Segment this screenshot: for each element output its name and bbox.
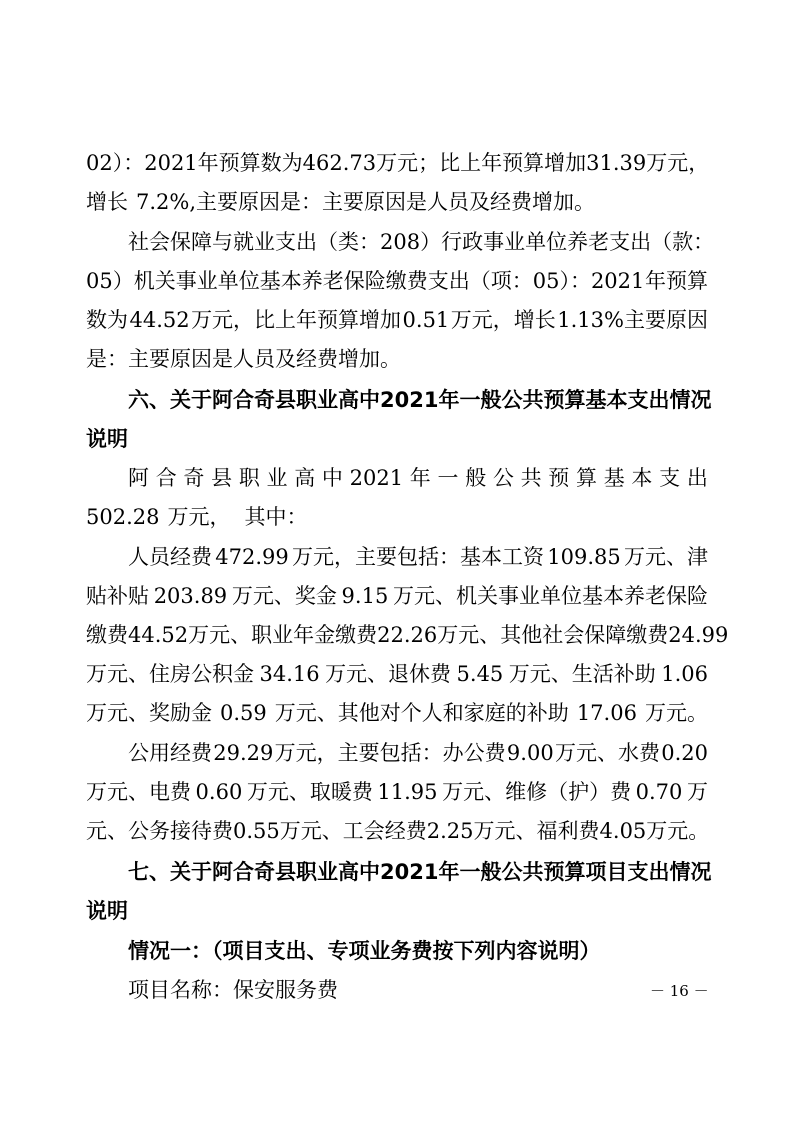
text-segment: 预	[548, 466, 570, 490]
text-segment: 1.13%主要原因	[557, 308, 708, 332]
text-segment: 22.26	[377, 623, 438, 647]
text-segment: 年预算数为	[197, 151, 303, 175]
text-segment: 02）：2021	[86, 151, 198, 175]
text-line	[86, 300, 708, 340]
text-segment: 公	[492, 466, 514, 490]
text-segment: 4.05	[599, 819, 647, 843]
text-segment: 业	[266, 466, 288, 490]
heading-segment: 六、关于阿合奇县职业高中	[128, 388, 380, 412]
section-heading-6-cont	[86, 419, 708, 459]
text-segment: 万元、电费	[86, 780, 191, 804]
text-line	[86, 615, 729, 655]
text-segment: 万元；比上年预算增加	[376, 151, 587, 175]
text-line	[128, 733, 708, 773]
text-segment: 万元。	[644, 701, 708, 725]
text-line	[86, 811, 708, 851]
text-segment: 基	[603, 466, 625, 490]
text-segment: 万元，	[167, 505, 231, 529]
text-line	[86, 143, 708, 183]
text-segment: 贴补贴	[86, 584, 149, 608]
heading-segment: 七、关于阿合奇县职业高中	[128, 860, 380, 884]
text-segment: 109.85	[547, 545, 621, 569]
text-line	[86, 339, 708, 379]
text-segment: 29.29	[213, 741, 274, 765]
text-segment: 社会保障与就业支出（类：208）行政事业单位养老支出（款：	[128, 230, 715, 254]
sub-heading-case-1	[128, 931, 708, 971]
text-segment: 17.06	[576, 701, 637, 725]
text-segment: 502.28	[86, 505, 160, 529]
text-line	[86, 772, 708, 812]
heading-segment: 情况一：（项目支出、专项业务费按下列内容说明）	[128, 939, 601, 963]
section-heading-7	[128, 852, 712, 892]
text-line	[128, 222, 715, 262]
text-line	[86, 654, 708, 694]
text-segment: 缴费	[86, 623, 128, 647]
text-segment: 34.16	[259, 662, 320, 686]
text-segment: 9.00	[506, 741, 554, 765]
text-line	[86, 497, 708, 537]
text-line	[86, 576, 708, 616]
text-segment: 算	[576, 466, 597, 490]
text-segment: 万元、维修（护）费	[442, 780, 632, 804]
text-segment: 2021	[349, 466, 404, 490]
project-name-line	[128, 970, 708, 1010]
text-segment: 万元、水费	[554, 741, 660, 765]
text-segment: 高	[294, 466, 316, 490]
text-segment: 1.06	[661, 662, 708, 686]
text-segment: 万元，	[646, 151, 710, 175]
text-segment: 万元、工会经费	[279, 819, 427, 843]
text-segment: 年	[409, 466, 431, 490]
text-segment: 2.25	[426, 819, 474, 843]
text-line	[86, 182, 708, 222]
text-segment: 合	[155, 466, 177, 490]
text-segment: 05）机关事业单位基本养老保险缴费支出（项：05）：2021	[86, 269, 645, 293]
text-segment: 0.51	[402, 308, 450, 332]
text-segment: 0.55	[233, 819, 280, 843]
text-segment: 共	[520, 466, 542, 490]
text-segment: 万元、津	[623, 545, 708, 569]
page-number: － 16 －	[650, 982, 709, 1000]
text-segment: 万元、机关事业单位基本养老保险	[393, 584, 708, 608]
section-heading-7-cont	[86, 891, 708, 931]
heading-segment: 年一般公共预算项目支出情况	[438, 860, 712, 884]
text-segment: 职	[238, 466, 260, 490]
text-segment: 0.70	[635, 780, 683, 804]
text-segment: 万元，主要包括：办公费	[274, 741, 506, 765]
text-segment: 万元、其他社会保障缴费	[437, 623, 669, 647]
text-segment: 万元。	[646, 819, 710, 843]
text-line	[128, 537, 708, 577]
text-segment: 万元，主要包括：基本工资	[291, 545, 544, 569]
text-segment: 5.45	[456, 662, 504, 686]
text-segment: 9.15	[341, 584, 389, 608]
text-segment: 0.60	[195, 780, 243, 804]
text-segment: 一	[437, 466, 459, 490]
text-segment: 支	[659, 466, 681, 490]
text-segment: 本	[631, 466, 653, 490]
text-segment: 数为	[86, 308, 128, 332]
section-heading-6	[128, 380, 712, 420]
text-segment: 203.89	[153, 584, 228, 608]
heading-segment: 说明	[86, 899, 128, 923]
text-line	[128, 458, 708, 498]
text-segment: 万元，增长	[450, 308, 556, 332]
text-segment: 0.20	[661, 741, 708, 765]
text-segment: 般	[465, 466, 487, 490]
text-segment: 万元、生活补助	[508, 662, 656, 686]
text-segment: 万元、职业年金缴费	[188, 623, 378, 647]
text-segment: 万	[686, 780, 708, 804]
text-segment: 44.52	[129, 308, 190, 332]
text-segment: 7.2%,主要原因是：主要原因是人员及经费增加。	[136, 190, 596, 214]
text-segment: 阿	[128, 466, 149, 490]
text-segment: 奇	[183, 466, 205, 490]
heading-segment: 年一般公共预算基本支出情况	[438, 388, 712, 412]
text-segment: 11.95	[377, 780, 438, 804]
text-segment: 0.59	[220, 701, 267, 725]
text-segment: 项目名称：保安服务费	[128, 978, 338, 1002]
text-segment: 万元、奖励金	[86, 701, 212, 725]
text-segment: 44.52	[128, 623, 189, 647]
heading-segment: 2021	[380, 388, 439, 412]
heading-segment: 说明	[86, 427, 128, 451]
text-segment: 万元、住房公积金	[86, 662, 254, 686]
text-segment: 万元、退休费	[325, 662, 452, 686]
text-segment: 增长	[86, 190, 128, 214]
text-segment: 万元、福利费	[473, 819, 600, 843]
text-segment: 472.99	[215, 545, 289, 569]
text-line	[86, 261, 708, 301]
text-segment: 中	[321, 466, 343, 490]
text-segment: 31.39	[586, 151, 647, 175]
text-segment: 万元、其他对个人和家庭的补助	[274, 701, 569, 725]
text-segment: 县	[211, 466, 233, 490]
text-segment: 其中：	[244, 505, 308, 529]
text-segment: 人员经费	[128, 545, 212, 569]
text-segment: 年预算	[645, 269, 708, 293]
text-segment: 出	[686, 466, 708, 490]
text-segment: 元、公务接待费	[86, 819, 233, 843]
text-segment: 462.73	[302, 151, 377, 175]
text-segment: 公用经费	[128, 741, 212, 765]
text-segment: 万元、奖金	[231, 584, 337, 608]
text-segment: 万元、取暖费	[246, 780, 373, 804]
text-segment: 万元，比上年预算增加	[191, 308, 402, 332]
heading-segment: 2021	[380, 860, 439, 884]
text-line	[86, 693, 708, 733]
text-segment: 24.99	[668, 623, 729, 647]
text-segment: 是：主要原因是人员及经费增加。	[86, 347, 401, 371]
